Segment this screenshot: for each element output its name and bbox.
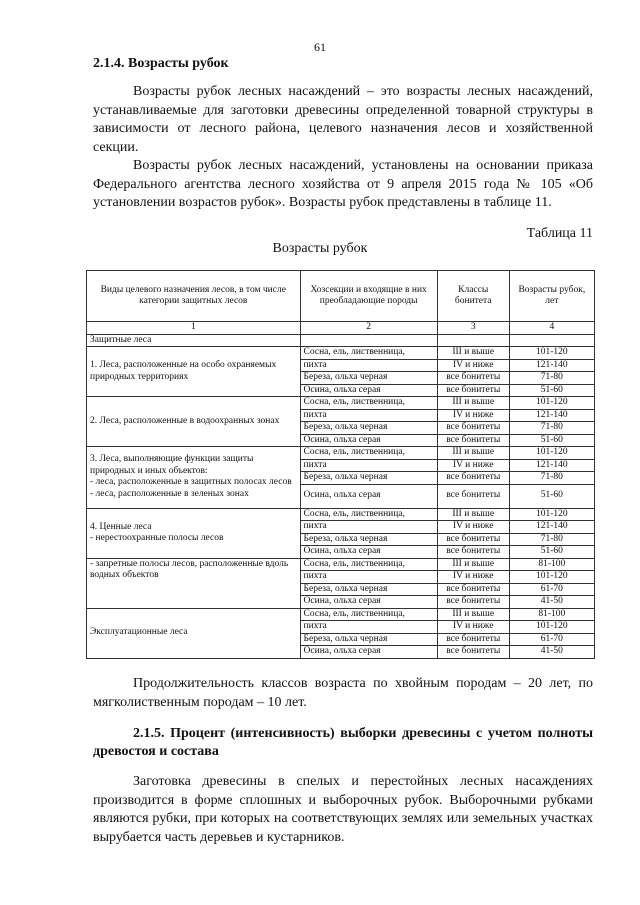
- age-cell: 51-60: [509, 546, 594, 559]
- species-cell: Осина, ольха серая: [300, 484, 437, 508]
- species-cell: Береза, ольха черная: [300, 372, 437, 385]
- bonitet-cell: все бонитеты: [437, 596, 509, 609]
- species-cell: Осина, ольха серая: [300, 384, 437, 397]
- paragraph-age-class-duration: Продолжительность классов возраста по хвойным породам – 20 лет, по мягколиственным породам – 10 лет.: [93, 676, 593, 710]
- paragraph-cutting-ages-definition: Возрасты рубок лесных насаждений – это возрасты лесных насаждений, устанавливаемые для заготовки древесины определенной товарной структуры в зависимости от лесного района, целевого назначения лесов и хозяйственной секции.: [93, 84, 593, 155]
- age-cell: 121-140: [509, 359, 594, 372]
- species-cell: пихта: [300, 621, 437, 634]
- bonitet-cell: III и выше: [437, 397, 509, 410]
- header-cutting-age: Возрасты рубок, лет: [509, 271, 594, 322]
- group-name: [87, 447, 301, 509]
- species-cell: Береза, ольха черная: [300, 472, 437, 485]
- species-cell: Береза, ольха черная: [300, 583, 437, 596]
- bonitet-cell: все бонитеты: [437, 384, 509, 397]
- bonitet-cell: III и выше: [437, 558, 509, 571]
- age-cell: 101-120: [509, 447, 594, 460]
- group-name-line: 4. Ценные леса: [90, 521, 152, 532]
- col-number: 2: [300, 322, 437, 335]
- species-cell: Осина, ольха серая: [300, 434, 437, 447]
- age-cell: 41-50: [509, 646, 594, 659]
- species-cell: Сосна, ель, лиственница,: [300, 608, 437, 621]
- age-cell: 121-140: [509, 521, 594, 534]
- paragraph-logging-forms: Заготовка древесины в спелых и перестойных лесных насаждениях производится в форме сплошных и выборочных рубок. Выборочными рубками являются рубки, при которых на соответствующих землях или земельных участках вырубается часть деревьев и кустарников.: [93, 774, 593, 845]
- bonitet-cell: все бонитеты: [437, 422, 509, 435]
- species-cell: Береза, ольха черная: [300, 633, 437, 646]
- bonitet-cell: IV и ниже: [437, 409, 509, 422]
- species-cell: Осина, ольха серая: [300, 546, 437, 559]
- age-cell: 41-50: [509, 596, 594, 609]
- table-row: [87, 508, 595, 521]
- age-cell: 81-100: [509, 608, 594, 621]
- paragraph-cutting-ages-order: Возрасты рубок лесных насаждений, установлены на основании приказа Федерального агентства лесного хозяйства от 9 апреля 2015 года № 105 «Об установлении возрастов рубок». Возрасты рубок представлены в таблице 11.: [93, 158, 593, 210]
- bonitet-cell: III и выше: [437, 608, 509, 621]
- age-cell: 51-60: [509, 434, 594, 447]
- bonitet-cell: III и выше: [437, 447, 509, 460]
- age-cell: 51-60: [509, 384, 594, 397]
- species-cell: пихта: [300, 521, 437, 534]
- bonitet-cell: все бонитеты: [437, 633, 509, 646]
- table-row: [87, 397, 595, 410]
- table-row: [87, 447, 595, 460]
- species-cell: Сосна, ель, лиственница,: [300, 397, 437, 410]
- col-number: 4: [509, 322, 594, 335]
- cutting-ages-table: [86, 270, 595, 659]
- bonitet-cell: IV и ниже: [437, 621, 509, 634]
- bonitet-cell: все бонитеты: [437, 472, 509, 485]
- age-cell: 101-120: [509, 397, 594, 410]
- group-name: Эксплуатационные леса: [87, 608, 301, 658]
- age-cell: 121-140: [509, 459, 594, 472]
- group-name: [87, 508, 301, 558]
- header-species: Хозсекции и входящие в них преобладающие породы: [300, 271, 437, 322]
- group-name-line: - нерестоохранные полосы лесов: [90, 533, 224, 543]
- header-bonitet: Классы бонитета: [437, 271, 509, 322]
- species-cell: Сосна, ель, лиственница,: [300, 447, 437, 460]
- bonitet-cell: все бонитеты: [437, 484, 509, 508]
- bonitet-cell: III и выше: [437, 508, 509, 521]
- bonitet-cell: IV и ниже: [437, 359, 509, 372]
- species-cell: пихта: [300, 459, 437, 472]
- bonitet-cell: IV и ниже: [437, 521, 509, 534]
- age-cell: 71-80: [509, 533, 594, 546]
- group-name: 1. Леса, расположенные на особо охраняемых природных территориях: [87, 347, 301, 397]
- bonitet-cell: IV и ниже: [437, 459, 509, 472]
- table-row: [87, 608, 595, 621]
- group-title: Защитные леса: [87, 334, 301, 347]
- age-cell: 101-120: [509, 347, 594, 360]
- page-number: 61: [314, 40, 326, 54]
- group-title-row: [87, 334, 595, 347]
- group-name: - запретные полосы лесов, расположенные вдоль водных объектов: [87, 558, 301, 608]
- age-cell: 101-120: [509, 621, 594, 634]
- species-cell: пихта: [300, 359, 437, 372]
- column-number-row: [87, 322, 595, 335]
- age-cell: 51-60: [509, 484, 594, 508]
- bonitet-cell: все бонитеты: [437, 533, 509, 546]
- age-cell: 61-70: [509, 583, 594, 596]
- table-label: Таблица 11: [526, 226, 593, 241]
- bonitet-cell: все бонитеты: [437, 434, 509, 447]
- group-name-line: 3. Леса, выполняющие функции защиты природных и иных объектов:: [90, 454, 254, 476]
- bonitet-cell: все бонитеты: [437, 546, 509, 559]
- age-cell: 61-70: [509, 633, 594, 646]
- bonitet-cell: IV и ниже: [437, 571, 509, 584]
- table-row: [87, 347, 595, 360]
- section-heading-2-1-5: 2.1.5. Процент (интенсивность) выборки древесины с учетом полноты древостоя и состава: [93, 726, 593, 759]
- header-forest-purpose: Виды целевого назначения лесов, в том числе категории защитных лесов: [87, 271, 301, 322]
- age-cell: 71-80: [509, 372, 594, 385]
- age-cell: 101-120: [509, 508, 594, 521]
- group-name-line: - леса, расположенные в защитных полосах лесов: [90, 477, 292, 488]
- species-cell: пихта: [300, 409, 437, 422]
- age-cell: 71-80: [509, 422, 594, 435]
- species-cell: Сосна, ель, лиственница,: [300, 508, 437, 521]
- group-name: 2. Леса, расположенные в водоохранных зонах: [87, 397, 301, 447]
- col-number: 1: [87, 322, 301, 335]
- table-row: [87, 558, 595, 571]
- bonitet-cell: все бонитеты: [437, 583, 509, 596]
- species-cell: Осина, ольха серая: [300, 646, 437, 659]
- age-cell: 71-80: [509, 472, 594, 485]
- bonitet-cell: III и выше: [437, 347, 509, 360]
- species-cell: Береза, ольха черная: [300, 533, 437, 546]
- table-caption: Возрасты рубок: [272, 241, 368, 256]
- species-cell: Сосна, ель, лиственница,: [300, 347, 437, 360]
- species-cell: Осина, ольха серая: [300, 596, 437, 609]
- col-number: 3: [437, 322, 509, 335]
- species-cell: Сосна, ель, лиственница,: [300, 558, 437, 571]
- species-cell: пихта: [300, 571, 437, 584]
- species-cell: Береза, ольха черная: [300, 422, 437, 435]
- section-heading-2-1-4: 2.1.4. Возрасты рубок: [93, 56, 229, 71]
- bonitet-cell: все бонитеты: [437, 646, 509, 659]
- age-cell: 81-100: [509, 558, 594, 571]
- table-header-row: [87, 271, 595, 322]
- bonitet-cell: все бонитеты: [437, 372, 509, 385]
- age-cell: 121-140: [509, 409, 594, 422]
- age-cell: 101-120: [509, 571, 594, 584]
- group-name-line: - леса, расположенные в зеленых зонах: [90, 488, 249, 499]
